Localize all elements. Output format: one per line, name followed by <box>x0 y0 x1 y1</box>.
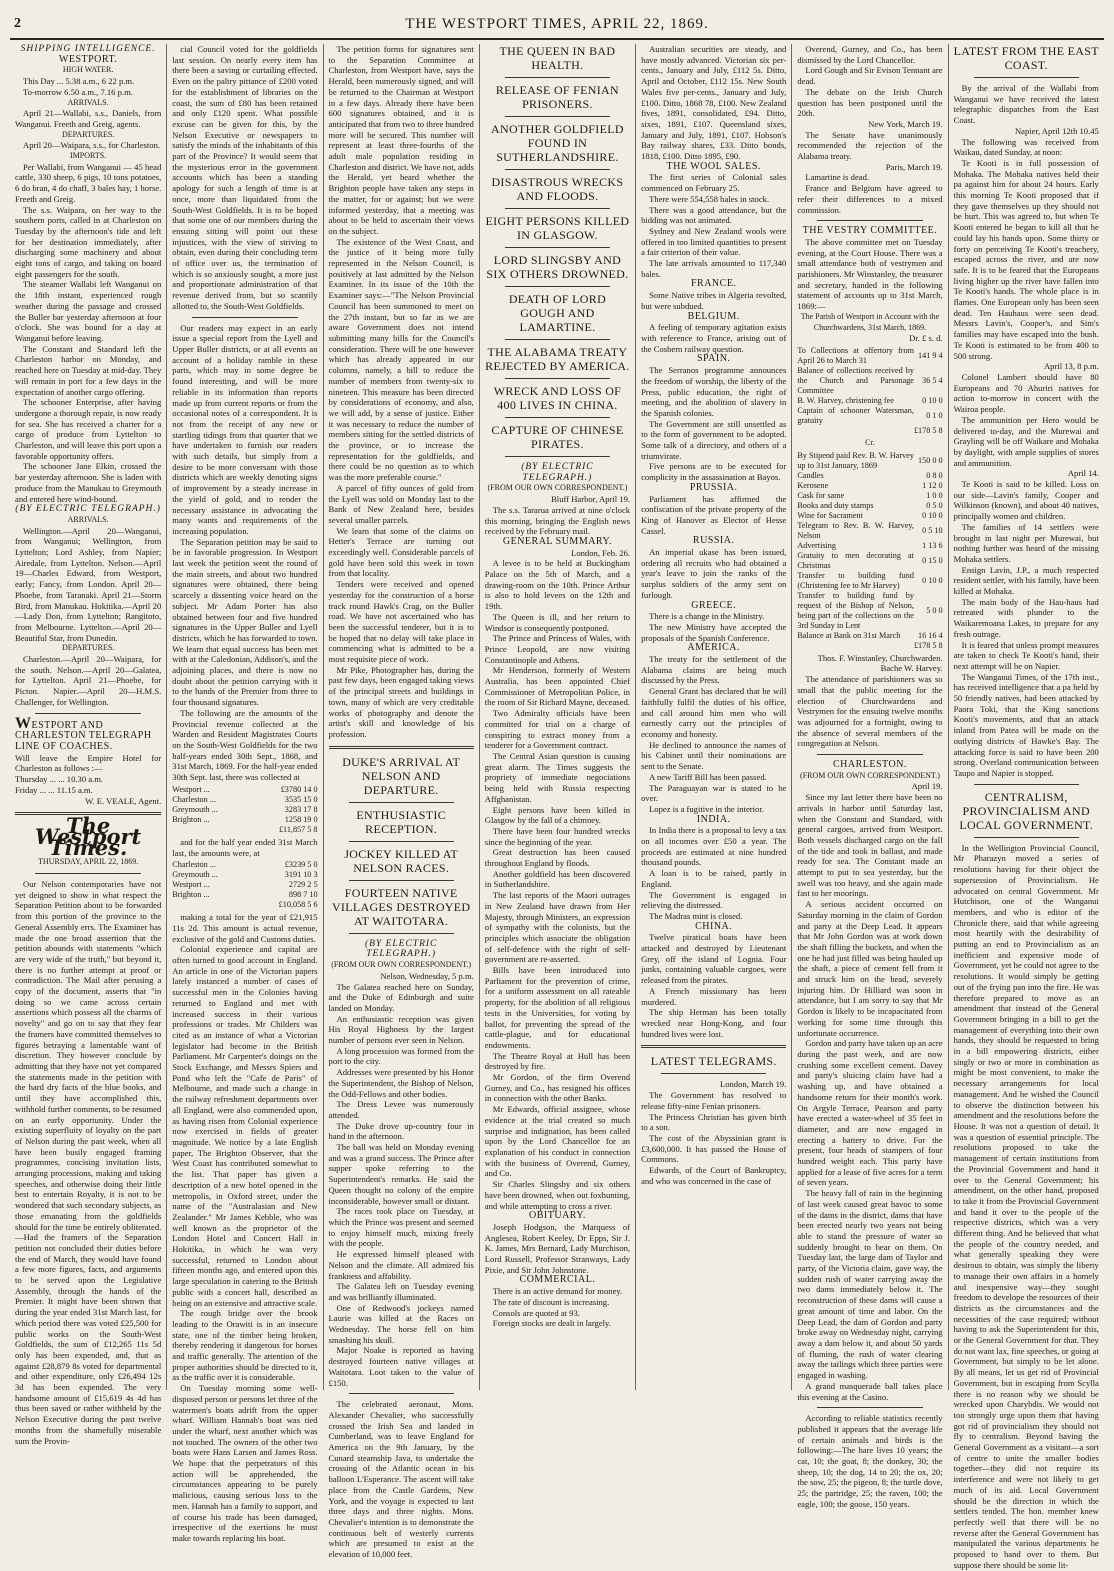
dateline: New York, March 19. <box>868 118 943 129</box>
paragraph: The s.s. Tararua arrived at nine o'clock this morning, bringing the English news received by the February mail. <box>484 504 631 537</box>
paragraph: A long procession was formed from the port to the city. <box>328 1045 474 1067</box>
table-cell: Transfer to building fund by request of the Bishop of Nelson, being part of the collections on the 3rd Sunday in Lent <box>797 590 914 630</box>
paragraph: cial Council voted for the goldfields last session. On nearly every item has there been a saving or curtailing effected. Even on the paltry pittance of £200 voted for the establishment of libraries on the coast, the sum of £80 has been retained and only £120 spent. What possible excuse can be given for this, by the Nelson Executive or newspapers to satisfy the minds of the inhabitants of this part of the Province? It would seem that the mysterious error in the government accounts which has been a standing apology for such a length of time is at once, more than liquidated from the South-West Goldfields. It is to be hoped that some one of our members during the ensuing sitting will point out these injustices, with the view of striving to obtain, even during their concluding term of office over us, the termination of which is so anxiously sought, a more just and proportionate administration of that revenue derived from, but so scantily allotted to, the South-West Goldfields. <box>172 44 318 311</box>
paragraph: The main body of the Hau-haus had retreated with plunder to the Waikaremoana Lakes, to prepare for any fresh outrage. <box>953 596 1099 639</box>
divider <box>505 417 610 418</box>
paragraph: Our readers may expect in an early issue a special report from the Lyell and Upper Buller districts, or at all events an account of a holiday ramble in these parts, which may in some degree be found interesting, and will be more reliable in its information than reports made up from current reports or from the occasional notes of a correspondent. It is not from the receipt of any new or startling tidings from that quarter that we have undertaken to furnish our readers with such details, but simply from a desire to be more conversant with those districts which are weekly denoting signs of improvement by a steady increase in the yield of gold, and to render the necessary assistance in advocating the many wants and requirements of the increasing population. <box>172 322 318 536</box>
paragraph: It is feared that unless prompt measures are taken to check Te Kooti's hand, their next attempt will be on Napier. <box>953 639 1099 671</box>
paragraph: Joseph Hodgson, the Marquess of Anglesea, Robert Keeley, Dr Epps, Sir J. K. James, Mrs Bernard, Lady Murchison, Lord Russell, Professor Stranways, Lady Pixie, and Sir John Johnstone. <box>484 1221 631 1275</box>
headline: EIGHT PERSONS KILLED IN GLASGOW. <box>485 214 630 242</box>
paragraph: The first series of Colonial sales commenced on February 25. <box>641 172 787 194</box>
signature: Thos. F. Winstanley, Churchwarden. Bache W. Harvey. <box>817 652 943 674</box>
paragraph: Some Native tribes in Algeria revolted, but were subdued. <box>641 290 787 311</box>
sub-heading: GENERAL SUMMARY. <box>502 535 612 547</box>
divider <box>349 841 454 842</box>
table-cell: 1 12 0 <box>922 480 943 490</box>
paragraph: Another goldfield has been discovered in Sutherlandshire. <box>484 868 631 890</box>
table-cell: 1258 19 0 <box>284 814 318 824</box>
section-heading: (BY ELECTRIC TELEGRAPH.) <box>364 938 438 960</box>
paragraph: The Galatea left on Tuesday evening and was brilliantly illuminated. <box>328 1281 474 1302</box>
table-cell: 0 5 0 <box>926 500 943 510</box>
paper-title: The Westport Times. <box>35 813 142 860</box>
revenue-table-1 <box>172 785 317 835</box>
paragraph: An imperial ukase has been issued, ordering all recruits who had obtained a year's leave to join the ranks of the surplus soldiers of the army sent on furlough. <box>641 547 787 600</box>
paragraph: General Grant has declared that he will faithfully fulfil the duties of his office, and call around him men who will earnestly carry out the principles of economy and honesty. <box>641 686 787 739</box>
table-cell: Balance of collections received by the Church and Parsonage Committee <box>797 365 914 395</box>
timetable-row: Thursday ... ... 10.30 a.m. <box>15 774 104 785</box>
paragraph: The following are the amounts of the Provincial revenue collected at the Warden and Resident Magistrates Courts on the South-West Goldfields for the two half-years ended 30th Sept., 1868, and 31st March, 1869. For the half-year ended 30th Sept. last, there was collected at <box>172 707 318 783</box>
divider <box>817 754 922 755</box>
paragraph: Lopez is a fugitive in the interior. <box>649 803 764 814</box>
paragraph: Bills have been introduced into Parliament for the prevention of crime, for a uniform assessment on all rateable property, for the abolition of all religious tests in the Universities, for voting by ballot, for preventing the spread of the cattle-plague, and for educational endowments. <box>484 965 631 1050</box>
table-cell: 1 13 6 <box>922 540 943 550</box>
paragraph: Edwards, of the Court of Bankruptcy, and who was concerned in the case of <box>641 1165 787 1186</box>
divider <box>505 378 610 379</box>
dateline: April 14. <box>1067 468 1099 479</box>
divider <box>505 208 610 209</box>
sub-heading: ARRIVALS. <box>67 97 109 107</box>
table-total: £10,058 5 6 <box>278 900 318 910</box>
paragraph: and for the half year ended 31st March last, the amounts were, at <box>172 836 318 858</box>
divider <box>661 1073 766 1074</box>
paragraph: The schooner Jane Elkin, crossed the bar yesterday afternoon. She is laden with produce from the Manukau to Greymouth and entered here wind-bound. <box>15 461 162 504</box>
paragraph: Mr Pike, Photographer has, during the past few days, been engaged taking views of the principal streets and buildings in town, many of which are very creditable works of photography and denote the artist's skill and knowledge of his profession. <box>328 664 474 739</box>
paragraph: The Princess Christian has given birth to a son. <box>641 1111 787 1133</box>
paragraph: Mr Henderson, formerly of Western Australia, has been appointed Chief Commissioner of Metropolitan Police, in the room of Sir Richard Mayne, deceased. <box>484 665 631 708</box>
paragraph: Lord Gough and Sir Evison Tennant are dead. <box>797 65 943 87</box>
divider <box>974 837 1079 838</box>
paragraph: The Queen is ill, and her return to Windsor is consequently postponed. <box>484 611 631 633</box>
paragraph: One of Redwood's jockeys named Laurie was killed at the Races on Wednesday. The horse fell on him smashing his skull. <box>328 1302 474 1345</box>
debit-table <box>797 346 942 436</box>
table-cell: Greymouth ... <box>172 804 218 814</box>
account-heading: The Parish of Westport in Account with the Churchwardens, 31st March, 1869. <box>800 311 940 332</box>
sub-heading: OBITUARY. <box>529 1210 586 1222</box>
account-side: Cr. <box>865 437 875 447</box>
divider <box>192 317 297 318</box>
divider <box>349 880 454 881</box>
table-cell: To Collections at offertory from April 26 to March 31 <box>797 345 914 365</box>
table-cell: Cask for same <box>797 490 845 500</box>
paragraph: The ball was held on Monday evening and was a grand success. The Prince after supper spoke referring to the Superintendent's remarks. He said the Queen thought no colony of the empire inconsiderable, however small or distant. <box>328 1142 474 1206</box>
paragraph: Great destruction has been caused throughout England by floods. <box>484 847 631 869</box>
paragraph: Gordon and party have taken up an acre during the past week, and are now crushing some excellent cement. Davey and party's sluicing claim have had a washing up, and have obtained a handsome return for their month's work. On Argyle Terrace, Pearson and party have erected a water-wheel of 35 feet in diameter, and are now engaged in erecting a battery to drive. For the present, four heads of stampers of four hundred weight each. This party have applied for a lease of five acres for a term of seven years. <box>797 1038 943 1188</box>
paragraph: The Government is engaged in relieving the distressed. <box>641 889 787 911</box>
paragraph: The last reports of the Maori outrages in New Zealand have drawn from Her Majesty, through Ministers, an expression of sympathy with the colonists, but the principles which associate the obligation of self-defence with the right of self-government are re-asserted. <box>484 890 631 965</box>
sub-heading: GREECE. <box>691 599 737 611</box>
divider <box>505 116 610 117</box>
paragraph: Sir Charles Slingsby and six others have been drowned, when out foxhunting, and while attempting to cross a river. <box>484 1179 631 1211</box>
paragraph: The new Ministry have accepted the proposals of the Spanish Conference. <box>641 621 787 643</box>
dateline: April 19. <box>911 781 943 792</box>
column-1 <box>10 44 166 1446</box>
paragraph: The races took place on Tuesday, at which the Prince was present and seemed to enjoy himself much, mixing freely with the people. <box>328 1206 474 1249</box>
paragraph: There were 554,558 bales in stock. <box>649 193 770 204</box>
divider <box>974 784 1079 785</box>
paragraph: On Tuesday morning some well-disposed person or persons let three of the watermen's boats adrift from the upper wharf. William Hannah's boat was tied under the wharf, next another which was not touched. The owners of the other two boats were Hans Larsen and James Ross. We hope that the perpetrators of this action will be apprehended, the circumstances appearing to be purely malicious, causing serious loss to the men. Hannah has a family to support, and of course his trade has been damaged, irrespective of the exertions he must make towards replacing his boat. <box>172 1383 318 1543</box>
headline: CAPTURE OF CHINESE PIRATES. <box>491 423 624 451</box>
table-cell: Gratuity to men decorating at Christmas <box>797 550 914 570</box>
sub-heading: RUSSIA. <box>692 535 735 547</box>
paragraph: A new Tariff Bill has been passed. <box>649 771 767 782</box>
paragraph: We learn that some of the claims on Hetter's Terrace are turning out exceedingly well. Considerable parcels of gold have been sold this week in town from that locality. <box>328 525 474 579</box>
sub-heading: ARRIVALS. <box>67 514 109 524</box>
paragraph: The Dress Levee was numerously attended. <box>328 1099 474 1120</box>
dateline: Paris, March 19. <box>885 161 943 172</box>
headline: LATEST TELEGRAMS. <box>650 1054 777 1069</box>
paragraph: The Madras mint is closed. <box>649 910 743 921</box>
sub-heading: PRUSSIA. <box>689 481 738 493</box>
paragraph: Tenders were received and opened yesterday for the construction of a horse track round Hawk's Crag, on the Buller road. We have not ascertained who has been the successful tenderer, but it is to be hoped that no delay will take place in commencing what is admitted to be a most requisite piece of work. <box>328 579 474 665</box>
paragraph: Foreign stocks are dealt in largely. <box>492 1318 611 1329</box>
table-cell: £3780 14 0 <box>280 784 318 794</box>
paragraph: This Day ... 5.38 a.m., 6 22 p.m. <box>23 76 135 87</box>
dateline: THURSDAY, APRIL 22, 1869. <box>38 857 139 867</box>
page-number: 2 <box>14 16 21 31</box>
table-cell: 898 7 10 <box>288 890 318 900</box>
paragraph: There is a change in the Ministry. <box>649 611 765 622</box>
paragraph: Overend, Gurney, and Co., has been dismissed by the Lord Chancellor. <box>797 44 943 65</box>
paragraph: Colonel Lambert should have 80 Europeans and 70 Ahuriri natives for action to-morrow in concert with the Wairoa people. <box>953 371 1099 415</box>
dateline: Nelson, Wednesday, 5 p.m. <box>380 970 474 981</box>
table-cell: 3191 10 3 <box>284 870 318 880</box>
dropcap: W <box>15 714 32 732</box>
paragraph: The debate on the Irish Church question has been postponed until the 20th. <box>797 86 943 119</box>
headline: FOURTEEN NATIVE VILLAGES DESTROYED AT WAITOTARA. <box>331 885 471 928</box>
divider <box>349 1393 454 1394</box>
paragraph: The Serranos programme announces the freedom of worship, the liberty of the Press, public education, the right of meeting, and the abolition of slavery in the Spanish colonies. <box>641 365 787 418</box>
column-2 <box>166 44 322 1543</box>
headline: JOCKEY KILLED AT NELSON RACES. <box>344 846 458 875</box>
sub-heading: FRANCE. <box>690 278 737 290</box>
divider <box>505 339 610 340</box>
paragraph: The Constant and Standard left the Charleston harbor on Monday, and reached here on Tuesday at mid-day. They will remain in port for a few days in the expectation of another cargo offering. <box>15 343 162 397</box>
paragraph: Mr Edwards, official assignee, whose evidence at the trial created so much surprise and indignation, has been called upon by the Lord Chancellor for an explanation of his conduct in connection with the business of Overend, Gurney, and Co. <box>484 1104 631 1179</box>
paragraph: Twelve piratical boats have been attacked and destroyed by Lieutenant Grey, off the island of Lognia. Four junks, containing valuable cargoes, were released from the pirates. <box>641 932 787 986</box>
paragraph: Since my last letter there have been no arrivals in harbor until Saturday last, when the Constant and Standard, with general cargoes, arrived from Westport. Both vessels discharged cargo on the fall of the tide and took in ballast, and made ready for sea. The Constant made an attempt to put to sea yesterday, but the swell was too heavy, and she again made fast to her moorings. <box>797 792 943 899</box>
table-cell: Telegram to Rev. B. W. Harvey, Nelson <box>797 520 914 540</box>
table-cell: £3239 5 0 <box>284 860 318 870</box>
paragraph: There is an active demand for money. <box>492 1286 623 1297</box>
paragraph: Five persons are to be executed for complicity in the assassination at Bayos. <box>641 461 787 483</box>
column-3 <box>323 44 479 1560</box>
divider <box>505 77 610 78</box>
paragraph: The Theatre Royal at Hull has been destroyed by fire. <box>484 1050 631 1072</box>
paragraph: The attendance of parishioners was so small that the public meeting for the election of Churchwardens and Vestrymen for the ensuing twelve months was adjourned for a fortnight, owing to the absence of several members of the congregation at Nelson. <box>797 674 943 749</box>
paragraph: Addresses were presented by his Honor the Superintendent, the Bishop of Nelson, the Odd-Fellows and other bodies. <box>328 1067 474 1099</box>
table-cell: 0 10 0 <box>922 575 943 585</box>
dateline: London, Feb. 26. <box>571 547 631 558</box>
divider <box>329 746 474 749</box>
divider <box>641 1045 786 1048</box>
sub-heading: IMPORTS. <box>70 151 107 161</box>
paragraph: The families of 14 settlers were brought in last night per Murewai, but nothing further was heard of the missing Mohaka settlers. <box>953 521 1099 564</box>
headline: DUKE'S ARRIVAL AT NELSON AND DEPARTURE. <box>342 754 461 797</box>
paragraph: Sydney and New Zealand wools were offered in too limited quantities to present a fair criterion of their value. <box>641 225 787 258</box>
paragraph: Colonial experience and capital are often turned to good account in England. An article in one of the Victorian papers lately instanced a number of cases of successful men in the Colonies having returned to England and met with increased success in their various professions or trades. Mr Childers was cited as an instance of what a Victorian legislator had become in the British Parliament. Mr Carpenter's doings on the Stock Exchange, and Messrs Spiers and Pond who left the "Cafe de Paris" of Melbourne, and made such a change in the railway refreshment departments over all England, were also commended upon, as having risen from Colonial experience now exercised in fields of greater magnitude. We notice by a late English paper, The Brighton Observer, that the West Coast has contributed somewhat to the list. That paper has given a description of a new hotel opened in the metropolis, in Oxford street, under the name of the "Australasian and New Zealander." Mr James Kebble, who was well known as the proprietor of the London Hotel and Concert Hall in Hokitika, in which he was very successful, returned to London about fifteen months ago, and entered upon this large speculation in catering to the British public with a concert hall, described as being on an extensive and attractive scale. <box>172 944 318 1308</box>
paragraph: Charleston.—April 20—Waipara, for the south. Nelson.—April 20—Galatea, for Lyttelton. April 21—Phoebe, for Picton. Napier.—April 20—H.M.S. Challenger, for Wellington. <box>15 654 162 707</box>
headline: LORD SLINGSBY AND SIX OTHERS DROWNED. <box>486 253 629 281</box>
paragraph: Wellington.—April 20—Wanganui, from Wanganui; Wellington, from Lyttelton; Lord Ashley, from Napier; Airedale, from Lyttelton. Nelson.—April 19—Charles Edward, from Westport, early; Fancy, from London. April 20—Phoebe, from Taranaki. April 21—Storm Bird, from Manukau. Hokitika.—April 20—Lady Don, from Lyttelton; Rangitoto, from Melbourne. Lyttelton.—April 20—Beautiful Star, from Dunedin. <box>15 525 162 643</box>
headline: DISASTROUS WRECKS AND FLOODS. <box>491 175 624 203</box>
paragraph: A French missionary has been murdered. <box>641 985 787 1007</box>
paragraph: The cost of the Abyssinian grant is £3,600,000. It has passed the House of Commons. <box>641 1132 787 1165</box>
table-cell: 3535 15 0 <box>284 794 318 804</box>
table-cell: B. W. Harvey, christening fee <box>797 395 894 405</box>
dateline: London, March 19. <box>719 1079 787 1090</box>
table-cell: Greymouth ... <box>172 870 218 880</box>
table-cell: Advertising <box>797 540 836 550</box>
masthead-title: THE WESTPORT TIMES, APRIL 22, 1869. <box>405 16 709 32</box>
paragraph: The heavy fall of rain in the beginning of last week caused great havoc to some of the dams in the district, dams that have been erected nearly two years not being able to stand the pressure of water so suddenly brought to bear on them. On Tuesday last, the large dam of Taylor and party, of the Victoria claim, gave way, the sudden rush of water carrying away the two dams immediately below it. The reconstruction of these dams will cause a great amount of time and labor. On the Deep Lead, the dam of Gordon and party broke away on Wednesday night, carrying away a dam below it, and about 50 yards of fluming, the rush of water clearing away the tailings which three parties were engaged in washing. <box>797 1188 943 1381</box>
coach-advertisement <box>15 714 162 807</box>
paragraph: The steamer Wallabi left Wanganui on the 18th instant, experienced rough weather during the passage and crossed the Buller bar yesterday afternoon at four o'clock. She was bound for a day at Wanganui before leaving. <box>15 279 162 343</box>
table-cell: Kerosene <box>797 480 829 490</box>
paragraph: The rough bridge over the brook leading to the Orawiti is in an insecure state, one of the timber being broken, thereby rendering it dangerous for horses and traffic generally. The attention of the proper authorities should be directed to it, as the traffic over it is considerable. <box>172 1308 318 1383</box>
table-cell: 1 0 0 <box>926 490 943 500</box>
section-heading: (BY ELECTRIC TELEGRAPH.) <box>521 462 594 483</box>
table-cell: 0 10 0 <box>922 395 943 405</box>
advert-title: ESTPORT AND CHARLESTON TELEGRAPH LINE OF COACHES. <box>15 719 152 752</box>
divider <box>505 456 610 457</box>
table-cell: 0 8 0 <box>926 470 943 480</box>
paragraph: The Prince and Princess of Wales, with Prince Leopold, are now visiting Constantinople and Athens. <box>484 633 631 665</box>
paragraph: By the arrival of the Wallabi from Wanganui we have received the latest telegraphic dispatches from the East Coast. <box>953 83 1099 126</box>
paragraph: The above committee met on Tuesday evening, at the Court House. There was a small attendance both of vestrymen and parishioners. Mr Winstanley, the treasurer and secretary, handed in the following statement of accounts up to 31st March, 1869:— <box>797 236 943 312</box>
table-cell: Charleston ... <box>172 860 216 870</box>
sub-heading: DEPARTURES. <box>61 643 115 653</box>
paragraph: The Separation petition may be said to be in favorable progression. In Westport last week the petition went the round of the main streets, and about two hundred signatures were obtained, there being scarcely a dissenting voice heard on the subject. Mr Adam Porter has also obtained between four and five hundred signatures in the Upper Buller and Lyell districts, which he has forwarded to town. We learn that equal success has been met with at the Caledonian, Addison's, and the adjoining places, and there is now no doubt about the petition carrying with it to the hands of the Premier from three to four thousand signatures. <box>172 536 318 708</box>
paragraph: An enthusiastic reception was given His Royal Highness by the largest number of persons ever seen in Nelson. <box>328 1013 474 1046</box>
paragraph: He declined to announce the names of his Cabinet until their nominations are sent to the Senate. <box>641 739 787 772</box>
sub-heading: HIGH WATER. <box>62 65 114 75</box>
masthead <box>10 8 1104 40</box>
divider <box>505 247 610 248</box>
paragraph: Mr Gordon, of the firm Overend Gurney, and Co., has resigned his offices in connection with the other Banks. <box>484 1072 631 1104</box>
table-cell: 3283 17 8 <box>284 804 318 814</box>
paragraph: In the Wellington Provincial Council, Mr Pharazyn moved a series of resolutions having for their object the supersession of Provincialism. He advocated on central Government. Mr Hutchison, one of the Wanganui members, and who is editor of the Chronicle there, said that while agreeing most heartily with the desirability of putting an end to Provincialism as an inefficient and expensive mode of Government, yet he could not agree to the resolutions. It would simply be getting out of the frying pan into the fire. He was therefore prepared to move as an amendment that instead of the General Government bringing in a bill to get the management of everything into their own hands, they should be requested to bring in a bill empowering districts, either singly or two or more in combination as might be most convenient, to make the necessary arrangements for local management. And he wished the Council to observe the distinction between his amendment and the resolutions before the House. It was not a question of detail. It was a question of essential principle. The resolutions proposed to take the management of certain institutions from the Provincial Government and hand it over to the General Government; his amendment, on the other hand, proposed to take it from the Provincial Government and hand it over to the people of the respective districts, which was a very different thing. And he believed that what the people of the country needed, and what generally speaking they were desirous to obtain, was simply the liberty to manage their own affairs in a homely and inexpensive way—they sought freedom to develope the resources of their districts as the circumstances and the necessities of the case required; without having to ask the Superintendent for this, or the General Government for that. They do not want lax, fine speeches, or going at Government, but simply to be let alone. By all means, let us get rid of Provincial Government, but in escaping from Scylla there is no reason why we should be wrecked upon Charybdis. We would not too strongly urge upon them that having got rid of provincialism they should not fly to centralism. Beyond having the General Government as a visitant—a sort of centre to unite the smaller bodies together—they did not require its interference and were not likely to get much of its aid. Local Government should be the direction in which the settlers tended. The hon. member knew perfectly well that there will be no reverse after the General Government has manipulated the various departments he proposed to hand over to them. But suppose there should be some lit- <box>953 842 1099 1570</box>
paragraph: Major Noake is reported as having destroyed fourteen native villages at Waitotara. Loot taken to the value of £150. <box>328 1345 474 1388</box>
paragraph: Australian securities are steady, and have mostly advanced. Victorian six per-cents., January and July, £112 5s. Ditto, April and October, £112 15s. New South Wales five per-cents., January and July, £100. Ditto, 1868 78, £100. New Zealand fives, 1891, consolidated, £94. Ditto, sixes, 1891, £107. Queensland sixes, January and July, 1891, £107. Hobson's Bay railway shares, £33. Ditto bonds, 1818, £100. Ditto 1895, £90. <box>641 44 787 162</box>
headline: WRECK AND LOSS OF 400 LIVES IN CHINA. <box>493 384 622 412</box>
paragraph: Per Wallabi, from Wanganui — 45 head cattle, 330 sheep, 6 pigs, 10 tons potatoes, 6 do bran, 4 do chaff, 3 bales hay, 1 horse. Freeth and Greig. <box>15 161 162 204</box>
sub-heading: DEPARTURES. <box>61 129 115 139</box>
divider <box>349 933 454 934</box>
paragraph: A serious accident occurred on Saturday morning in the claim of Gordon and party at the Deep Lead. It appears that Mr John Gordon was at work down the shaft filling the buckets, and when the one he had just filled was being hauled up the shaft, a piece of cement fell from it and struck him on the head, severely injuring him. Dr Hilliard was soon in attendance, but I am sorry to say that Mr Gordon is likely to be incapacitated from working for some time through this unfortunate occurrence. <box>797 899 943 1038</box>
paragraph: France and Belgium have agreed to refer their differences to a mixed commission. <box>797 183 943 215</box>
headline: RELEASE OF FENIAN PRISONERS. <box>495 83 619 111</box>
paragraph: The existence of the West Coast, and the justice of it being more fully represented in the Nelson Council, is positively at last admitted by the Nelson Examiner. In its issue of the 10th the Examiner says:—"The Nelson Provincial Council has been summoned to meet on the 27th instant, but so far as we are aware Government does not intend submitting many bills for the Council's consideration. There will be one however which has already appeared in our columns, namely, a bill to reduce the number of members from twenty-six to nineteen. This measure has been directed by considerations of economy, and also, we will add, by a sense of justice. Either it was necessary to reduce the number of members sitting for the settled districts of the province, or to increase the representation for the goldfields, and there could be no question as to which was the more preferable course." <box>328 236 474 483</box>
headline: CENTRALISM, PROVINCIALISM AND LOCAL GOVERNMENT. <box>959 789 1094 832</box>
paragraph: There have been four hundred wrecks since the beginning of the year. <box>484 825 631 847</box>
paragraph: The Paraguayan war is stated to be over. <box>641 782 787 804</box>
table-cell: 36 5 4 <box>922 375 943 385</box>
sub-heading: INDIA. <box>696 813 731 825</box>
correspondent-line: (FROM OUR OWN CORRESPONDENT.) <box>331 960 472 970</box>
correspondent-line: (FROM OUR OWN CORRESPONDENT.) <box>487 483 628 493</box>
sub-heading: CHINA. <box>695 920 733 932</box>
table-cell: 0 1 0 <box>926 410 943 420</box>
paragraph: The Duke drove up-country four in hand in the afternoon. <box>328 1120 474 1142</box>
paragraph: April 20—Waipara, s.s., for Charleston. <box>23 140 161 151</box>
paragraph: A parcel of fifty ounces of gold from the Lyell was sold on Monday last to the Bank of New Zealand here, besides several smaller parcels. <box>328 482 474 525</box>
paragraph: To-morrow 6.50 a.m., 7.16 p.m. <box>23 86 133 97</box>
table-cell: Westport ... <box>172 880 210 890</box>
paragraph: The s.s. Waipara, on her way to the southern ports, called in at Charleston on Tuesday by the afternoon's tide and left for her destination immediately, after discharging some machinery and about eight tons of cargo, and taking on board eight passengers for the south. <box>15 204 162 279</box>
divider <box>35 873 141 874</box>
sub-heading: COMMERCIAL. <box>519 1274 596 1286</box>
paragraph: Te Kooti is said to be killed. Loss on our side—Lavin's family, Cooper and Wilkinson (known), and about 40 natives, principally women and children. <box>953 479 1099 522</box>
paragraph: making a total for the year of £21,915 11s 2d. This amount is actual revenue, exclusive of the gold and Customs duties. <box>172 912 318 944</box>
dateline: April 13, 8 p.m. <box>1043 361 1099 372</box>
column-7 <box>948 44 1104 1570</box>
paragraph: A feeling of temporary agitation exists with reference to France, arising out of the Cosbern railway question. <box>641 322 787 354</box>
headline: LATEST FROM THE EAST COAST. <box>953 44 1099 72</box>
table-cell: 5 0 0 <box>926 605 943 615</box>
sub-heading: THE VESTRY COMMITTEE. <box>802 225 938 237</box>
headline: ANOTHER GOLDFIELD FOUND IN SUTHERLANDSHIRE. <box>491 122 624 164</box>
table-cell: 2729 2 5 <box>288 880 318 890</box>
table-cell: Books and duty stamps <box>797 500 874 510</box>
table-cell: 16 16 4 <box>918 630 943 640</box>
paragraph: The late arrivals amounted to 117,340 bales. <box>641 258 787 279</box>
credit-table <box>797 451 942 651</box>
divider <box>974 77 1079 78</box>
divider <box>35 713 141 714</box>
table-cell: 150 0 0 <box>918 455 943 465</box>
sub-heading: AMERICA. <box>687 642 740 654</box>
paragraph: Lamartine is dead. <box>805 172 870 183</box>
paragraph: The following was received from Waikau, dated Sunday, at noon: <box>953 136 1099 158</box>
leader-paragraph: Our Nelson contemporaries have not yet deigned to show in what respect the Separation Petition about to be forwarded from this portion of the province to the General Assembly errs. The Examiner has made the one broad assertion that the petition abounds with statements "which are very wide of the truth," but beyond it, there is no further attempt at proof or contradiction. The Mail after perusing a copy of the document, asserts that "in doing so we came across certain assertions which possess all the charms of novelty" and go on to say that they fear the framers have committed themselves to figures betraying a lamentable want of discretion. They however conclude by admitting that they have not yet compared the statements made in the petition with the hard dry facts of the blue books, and until they have accomplished this, withhold further comments, to be resumed on an early opportunity. Under the existing superfluity of loyalty on the part of Nelson during the past week, when all have been busily engaged framing programmes, concising invitation lists, arranging processions, making and taking speeches, and otherwise doing their little best to entertain Royalty, it is not to be wondered that such secondary subjects, as those emanating from the goldfields should for the time be entirely obliterated.—Had the framers of the Separation petition not concluded their duties before the end of March, they would have found a few more figures, facts, and arguments to be served upon the Legislative Assembly, through the hands of the Premier. It might have been shown that during the year ended 31st March last, for which period there was voted £25,500 for public works on the South-West Goldfields, the sum of £12,265 11s 5d only has been expended, and, that as against £28,879 8s voted for departmental and other expenditure, only £26,494 12s 3d has been expended. The very handsome amount of £15,619 4s 4d has thus been saved or rather withheld by the Nelson Executive during the past twelve months from the shamefully miserable sum the Provin- <box>15 879 162 1446</box>
paragraph: The Government has resolved to release fifty-nine Fenian prisoners. <box>641 1090 787 1111</box>
sub-heading: THE WOOL SALES. <box>666 160 761 172</box>
paragraph: The ship Herman has been totally wrecked near Hong-Kong, and four hundred lives were lost. <box>641 1007 787 1039</box>
table-cell: Balance at Bank on 31st March <box>797 630 901 640</box>
paragraph: Te Kooti is in full possession of Mohaka. The Mohaka natives held their pa against him for about 24 hours. Early this morning Te Kooti proposed that if they gave themselves up they should not be hurt. This was agreed to, but when Te Kooti entered he began to kill all that he could lay his hands upon. Some thirty or forty on perceiving Te Kooti's treachery, escaped across the river, and are now safe. It is to be feared that the Europeans living higher up the river have fallen into Te Kooti's hands. The whole place is in flames. One European only has been seen dead. Ten Hauhaus were seen dead. Messrs Lavin's, Cooper's, and Sim's families may have escaped into the bush. Te Kooti is estimated to be from 400 to 500 strong. <box>953 157 1099 361</box>
table-cell: Wine for Sacrament <box>797 510 863 520</box>
paragraph: The Government are still unsettled as to the form of government to be adopted. Some talk of a directory, and others of a triumvirate. <box>641 418 787 461</box>
paragraph: There was a good attendance, but the bidding was not animated. <box>641 204 787 226</box>
section-heading: (BY ELECTRIC TELEGRAPH.) <box>15 504 161 515</box>
divider <box>505 286 610 287</box>
signature: W. E. VEALE, Agent. <box>85 795 162 806</box>
paragraph: The Senate have unanimously recommended the rejection of the Alabama treaty. <box>797 129 943 162</box>
sub-heading: BELGIUM. <box>687 310 740 322</box>
paragraph: He expressed himself pleased with Nelson and the climate. All admired his frankness and affability. <box>328 1249 474 1281</box>
dateline: Bluff Harbor, April 19. <box>551 494 631 505</box>
table-cell: Transfer to building fund (Christening fee to Mr Harvey) <box>797 570 914 590</box>
paragraph: Two Admiralty officials have been committed for trial on a charge of conspiring to extract money from a tenderer for a Government contract. <box>484 708 631 751</box>
revenue-table-2 <box>172 860 317 910</box>
column-5 <box>635 44 791 1390</box>
headline: THE ALABAMA TREATY REJECTED BY AMERICA. <box>485 345 630 373</box>
table-cell: 141 9 4 <box>918 350 943 360</box>
paragraph: In India there is a proposal to levy a tax on all incomes over £50 a year. The proceeds are estimated at nine hundred thousand pounds. <box>641 825 787 868</box>
table-total: £178 5 8 <box>913 640 943 650</box>
paragraph: A grand masquerade ball takes place this evening at the Casino. <box>797 1380 943 1402</box>
sub-heading: CHARLESTON. <box>832 759 907 771</box>
table-cell: 0 5 10 <box>922 525 943 535</box>
table-cell: Captain of schooner Watersman, gratuity <box>797 405 914 425</box>
paragraph: The schooner Enterprise, after having undergone a thorough repair, is now ready for sea. She has received a charter for a cargo of produce from Lyttelton to Charleston, and will leave this port upon a favorable opportunity offers. <box>15 397 162 461</box>
paragraph: Consols are quoted at 93. <box>492 1307 580 1318</box>
paragraph: A levee is to be held at Buckingham Palace on the 5th of March, and a drawing-room on the 10th. Prince Arthur is also to hold levees on the 12th and 19th. <box>484 558 631 612</box>
paragraph: Ensign Lavin, J.P., a much respected resident settler, with his family, have been killed at Mohaka. <box>953 564 1099 597</box>
paragraph: A loan is to be raised, partly in England. <box>641 868 787 889</box>
table-cell: Charleston ... <box>172 794 216 804</box>
column-4 <box>479 44 635 1390</box>
paragraph: According to reliable statistics recently published it appears that the average life of certain animals and birds is the following:—The hare lives 10 years; the cat, 10; the goat, 8; the donkey, 30; the sheep, 10; the dog, 14 to 20; the ox, 20; the sow, 25; the pigeon, 8; the turtle dove, 25; the partridge, 25; the raven, 100; the eagle, 100; the goose, 150 years. <box>797 1413 943 1509</box>
paragraph: The Galatea reached here on Sunday, and the Duke of Edinburgh and suite landed on Monday. <box>328 981 474 1013</box>
headline: ENTHUSIASTIC RECEPTION. <box>356 807 446 836</box>
table-cell: Brighton ... <box>172 814 210 824</box>
divider <box>349 802 454 803</box>
paragraph: The rate of discount is increasing. <box>492 1296 610 1307</box>
columns <box>10 44 1104 1570</box>
divider <box>817 220 922 221</box>
paragraph: The Wanganui Times, of the 17th inst., has received intelligence that a pa held by 50 friendly natives, had been attacked by Paora Toki, that the King sanctions Kooti's movements, and that an attack inland from Patea will be made on the outlying districts of Hawke's Bay. The attacking force is said to have been 200 strong. Overland communication between Taupo and Napier is stopped. <box>953 671 1099 778</box>
correspondent-line: (FROM OUR OWN CORRESPONDENT.) <box>800 770 940 780</box>
paragraph: Eight persons have been killed in Glasgow by the fall of a chimney. <box>484 804 631 826</box>
table-cell: 0 15 0 <box>922 555 943 565</box>
table-cell: 0 10 0 <box>922 510 943 520</box>
paragraph: Will leave the Empire Hotel for Charleston as follows :— <box>15 752 162 774</box>
divider <box>505 169 610 170</box>
headline: DEATH OF LORD GOUGH AND LAMARTINE. <box>508 292 607 334</box>
paragraph: April 21—Wallabi, s.s., Daniels, from Wanganui. Freeth and Greig, agents. <box>15 108 162 129</box>
account-side: Dr. £ s. d. <box>909 333 943 344</box>
table-total: £178 5 8 <box>913 425 943 435</box>
paragraph: The treaty for the settlement of the Alabama claims are being much discussed by the Press. <box>641 654 787 686</box>
column-6 <box>791 44 947 1509</box>
paragraph: Parliament has affirmed the confiscation of the private property of the King of Hanover as Elector of Hesse Cassel. <box>641 493 787 536</box>
paragraph: The petition forms for signatures sent to the Separation Committee at Charleston, from Westport have, says the Herald, been numerously signed, and will be returned to the Chairman at Westport in a few days. Already there have been 600 signatures obtained, and it is anticipated that from two to three hundred more will be secured. This number will represent at least three-fourths of the adult male population residing in Charleston and district. We have not, adds the Herald, yet heard whether the Brighton people have taken any steps in the matter, for or against; but we were informed yesterday, that a meeting was about to be held to ascertain their views on the subject. <box>328 44 474 236</box>
headline: THE QUEEN IN BAD HEALTH. <box>499 44 616 72</box>
table-cell: Candles <box>797 470 824 480</box>
table-cell: By Stipend paid Rev. B. W. Harvey up to 31st January, 1869 <box>797 450 914 470</box>
paragraph: The ammunition per Hero would be delivered to-day, and the Murewai and Grayling will be off Waikare and Mohaka by daylight, with ample supplies of stores and ammunition. <box>953 414 1099 468</box>
dateline: Napier, April 12th 10.45 <box>1014 125 1099 136</box>
table-total: £11,857 5 8 <box>278 824 318 834</box>
section-heading: SHIPPING INTELLIGENCE. <box>20 44 156 54</box>
table-cell: Brighton ... <box>172 890 210 900</box>
paragraph: The Central Asian question is causing great alarm. The Times suggests the propriety of immediate negociations being held with Russia respecting Affghanistan. <box>484 750 631 804</box>
paragraph: The celebrated aeronaut, Mons. Alexander Chevalier, who successfully crossed the Irish Sea and landed in Cumberland, was to leave England for America on the 9th January, by the Cunard steamship Java, to undertake the crossing of the Atlantic ocean in his balloon L'Esperance. The ascent will take place from the Castle Gardens, New York, and the voyage is expected to last three days and three nights. Mons. Chevalier's intention is to demonstrate the continuous belt of westerly currents which are presumed to exist at the elevation of 10,000 feet. <box>328 1399 474 1560</box>
sub-heading: SPAIN. <box>696 353 731 365</box>
timetable-row: Friday ... ... 11.15 a.m. <box>15 784 93 795</box>
divider <box>817 1407 922 1408</box>
table-cell: Westport ... <box>172 784 210 794</box>
sub-heading: WESTPORT. <box>58 53 118 65</box>
